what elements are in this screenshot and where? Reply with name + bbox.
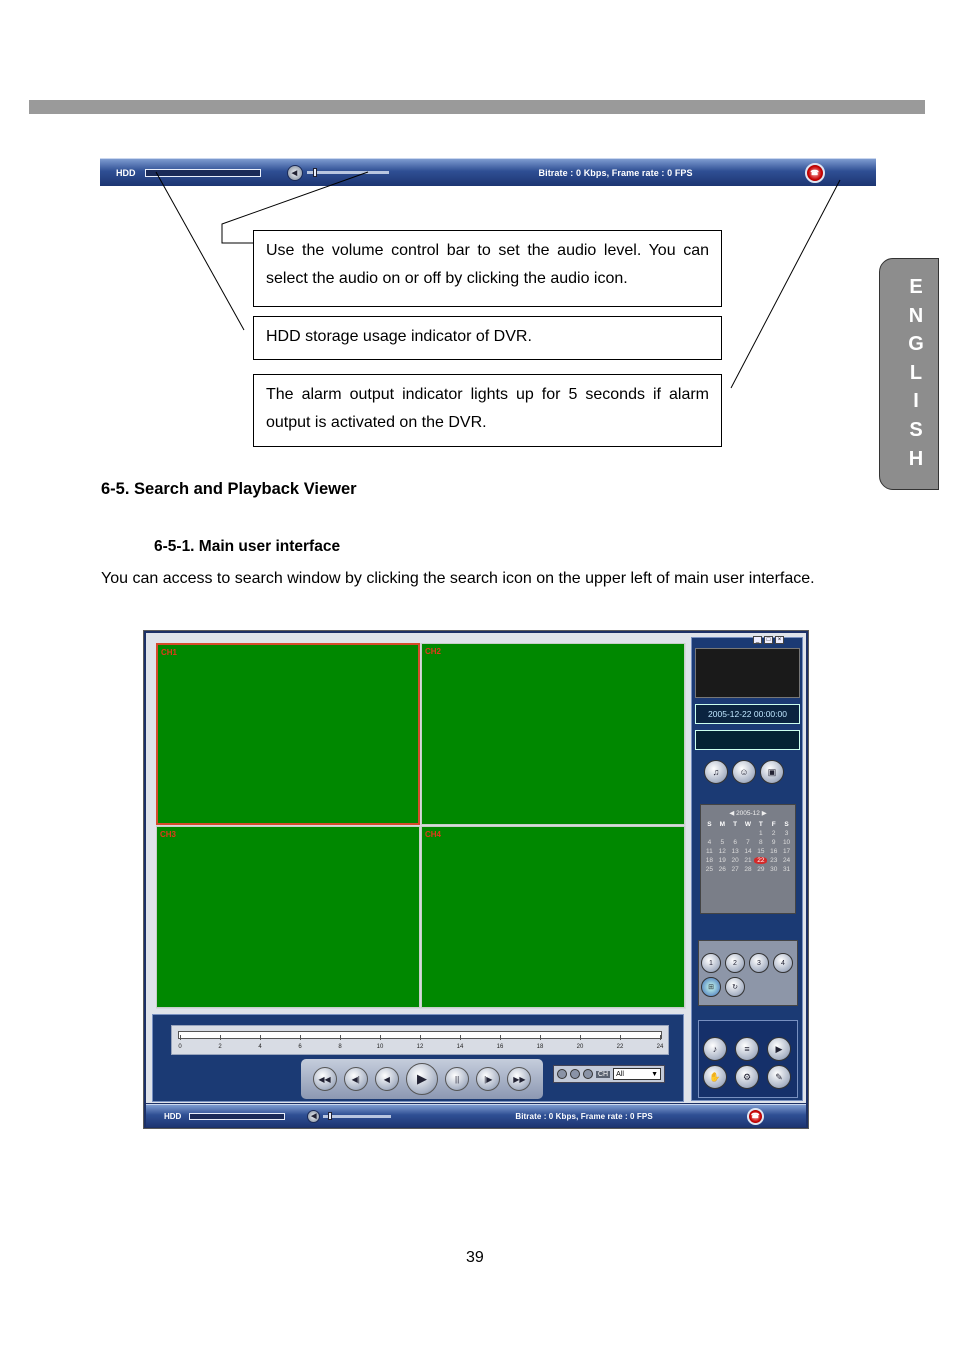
tab-letter: L	[909, 361, 923, 384]
callout-hdd: HDD storage usage indicator of DVR.	[253, 316, 722, 360]
tool-buttons	[704, 760, 784, 784]
callout-alarm: The alarm output indicator lights up for 5 seconds if alarm output is activated on the DVR.	[253, 374, 722, 447]
tab-letter: G	[908, 333, 924, 356]
calendar-day[interactable]: 26	[718, 866, 726, 873]
channel-label: CH1	[161, 648, 178, 657]
timeline-tick	[380, 1035, 381, 1040]
body-paragraph: You can access to search window by clicking the search icon on the upper left of main user interface.	[101, 570, 815, 587]
info-display	[695, 730, 800, 750]
hdd-usage-bar	[189, 1113, 285, 1120]
lock-icon[interactable]: ▣	[760, 760, 784, 784]
preview-screen	[695, 648, 800, 698]
calendar-day[interactable]: 18	[705, 857, 714, 864]
prev-icon[interactable]	[557, 1069, 567, 1079]
print-icon[interactable]: ✎	[767, 1065, 791, 1089]
hdd-label: HDD	[116, 167, 136, 178]
side-panel	[691, 637, 803, 1101]
settings-icon[interactable]: ⚙	[735, 1065, 759, 1089]
calendar-day[interactable]: 3	[784, 830, 789, 837]
calendar-day[interactable]: 13	[731, 848, 739, 855]
bitrate-readout: Bitrate : 0 Kbps, Frame rate : 0 FPS	[538, 167, 693, 178]
tab-letter: I	[913, 390, 919, 413]
subsection-heading: 6-5-1. Main user interface	[154, 538, 341, 555]
channel-label: CH3	[160, 830, 177, 839]
calendar-day[interactable]: 1	[759, 830, 763, 837]
alarm-indicator-icon: ☎	[805, 163, 825, 183]
record-icon[interactable]: ▶	[767, 1037, 791, 1061]
playback-controls	[301, 1059, 543, 1099]
next-icon[interactable]	[583, 1069, 593, 1079]
calendar-grid	[703, 821, 793, 873]
reverse-play-button[interactable]: ◀	[375, 1067, 399, 1091]
video-cell-ch4[interactable]	[421, 826, 685, 1008]
datetime-display: 2005-12-22 00:00:00	[695, 704, 800, 724]
volume-knob[interactable]	[328, 1112, 332, 1120]
audio-icon[interactable]: ◀	[287, 165, 303, 181]
fast-rewind-button[interactable]: ◀◀	[313, 1067, 337, 1091]
page-number: 39	[466, 1249, 484, 1266]
function-button-panel	[698, 1020, 798, 1098]
calendar-day[interactable]: 7	[746, 839, 750, 846]
callout-volume: Use the volume control bar to set the audio level. You can select the audio on or off by clicking the audio icon.	[253, 230, 722, 307]
channel-button-1[interactable]: 1	[701, 953, 721, 973]
step-back-button[interactable]: ◀|	[344, 1067, 368, 1091]
calendar-day[interactable]: 22	[754, 857, 767, 864]
step-forward-button[interactable]: |▶	[476, 1067, 500, 1091]
minimize-button[interactable]: _	[753, 636, 762, 644]
viewer-frame	[146, 633, 806, 1103]
calendar-day[interactable]: 14	[744, 848, 752, 855]
alarm-indicator-icon: ☎	[747, 1108, 764, 1125]
calendar-day[interactable]: 6	[733, 839, 737, 846]
search-icon[interactable]: ♪	[703, 1037, 727, 1061]
timeline-tick-label: 2	[218, 1044, 222, 1050]
calendar-day[interactable]: 4	[707, 839, 712, 846]
timeline-tick-label: 4	[258, 1044, 262, 1050]
viewer-status-strip	[146, 1104, 806, 1127]
video-grid	[156, 643, 686, 1009]
calendar-weekday: F	[771, 821, 776, 828]
timeline-tick-label: 8	[338, 1044, 342, 1050]
calendar-day[interactable]: 5	[720, 839, 725, 846]
window-controls	[753, 636, 784, 644]
timeline-panel	[152, 1014, 684, 1102]
pause-button[interactable]: ||	[445, 1067, 469, 1091]
calendar-day	[716, 830, 729, 837]
calendar-weekday: M	[719, 821, 725, 828]
timeline-tick-label: 12	[416, 1044, 424, 1050]
channel-selector	[553, 1065, 665, 1083]
calendar-month: 2005-12	[736, 810, 760, 817]
calendar-day[interactable]: 16	[770, 848, 778, 855]
channel-dropdown-value: All	[616, 1070, 624, 1078]
channel-button-2[interactable]: 2	[725, 953, 745, 973]
calendar-header: ◀ 2005-12 ▶	[729, 810, 767, 817]
calendar-day[interactable]: 11	[706, 848, 713, 855]
timeline-tick-label: 16	[496, 1044, 504, 1050]
timeline-ruler[interactable]	[171, 1025, 669, 1055]
calendar-day[interactable]: 19	[718, 857, 726, 864]
video-cell-ch2[interactable]	[421, 643, 685, 825]
cycle-view-icon[interactable]: ↻	[725, 977, 745, 997]
user-icon[interactable]: ☺	[732, 760, 756, 784]
volume-slider[interactable]	[323, 1115, 391, 1118]
calendar-day[interactable]: 21	[744, 857, 752, 864]
sync-icon[interactable]	[570, 1069, 580, 1079]
calendar-weekday: S	[784, 821, 789, 828]
calendar-day	[729, 830, 742, 837]
calendar-day	[703, 830, 716, 837]
calendar-day[interactable]: 15	[757, 848, 765, 855]
channel-button-4[interactable]: 4	[773, 953, 793, 973]
calendar-day[interactable]: 28	[744, 866, 752, 873]
timeline-tick	[500, 1035, 501, 1040]
calendar-weekday: S	[707, 821, 712, 828]
calendar-day[interactable]: 25	[705, 866, 714, 873]
video-cell-ch1[interactable]	[156, 643, 420, 825]
channel-button-panel	[698, 940, 798, 1006]
play-button[interactable]: ▶	[406, 1063, 438, 1095]
audio-wave-icon[interactable]: ♫	[704, 760, 728, 784]
calendar-day[interactable]: 8	[759, 839, 763, 846]
quad-view-icon[interactable]: ⊞	[701, 977, 721, 997]
calendar-day[interactable]: 23	[770, 857, 778, 864]
timeline-tick	[540, 1035, 541, 1040]
timeline-tick	[580, 1035, 581, 1040]
maximize-button[interactable]: □	[764, 636, 773, 644]
calendar-day[interactable]: 9	[771, 839, 776, 846]
ch-label: CH	[598, 1070, 609, 1078]
close-button[interactable]: ×	[775, 636, 784, 644]
capture-icon[interactable]: ✋	[703, 1065, 727, 1089]
chevron-down-icon: ▼	[651, 1070, 658, 1078]
tab-letter: S	[909, 418, 923, 441]
calendar-day[interactable]: 20	[731, 857, 739, 864]
calendar-day[interactable]: 31	[782, 866, 791, 873]
calendar	[700, 804, 796, 914]
timeline-tick-label: 20	[576, 1044, 584, 1050]
channel-label: CH2	[425, 647, 442, 656]
calendar-day[interactable]: 17	[782, 848, 791, 855]
timeline-tick	[180, 1035, 181, 1040]
calendar-weekday: T	[758, 821, 763, 828]
calendar-day[interactable]: 12	[718, 848, 726, 855]
channel-button-3[interactable]: 3	[749, 953, 769, 973]
timeline-tick	[460, 1035, 461, 1040]
fast-forward-button[interactable]: ▶▶	[507, 1067, 531, 1091]
tab-letter: E	[909, 276, 923, 298]
video-cell-ch3[interactable]	[156, 826, 420, 1008]
timeline-tick-label: 6	[298, 1044, 302, 1050]
calendar-day[interactable]: 24	[782, 857, 791, 864]
list-icon[interactable]: ≡	[735, 1037, 759, 1061]
timeline-tick	[220, 1035, 221, 1040]
hdd-label: HDD	[164, 1111, 182, 1121]
calendar-day[interactable]: 30	[770, 866, 778, 873]
timeline-tick-label: 10	[376, 1044, 384, 1050]
timeline-tick	[260, 1035, 261, 1040]
calendar-day[interactable]: 2	[771, 830, 776, 837]
language-tab	[879, 258, 939, 490]
calendar-weekday: T	[733, 821, 738, 828]
timeline-tick	[340, 1035, 341, 1040]
timeline-tick-label: 14	[456, 1044, 464, 1050]
channel-dropdown[interactable]	[613, 1068, 661, 1080]
timeline-tick	[660, 1035, 661, 1040]
timeline-tick-label: 22	[616, 1044, 624, 1050]
calendar-weekday: W	[744, 821, 752, 828]
channel-label: CH4	[425, 830, 442, 839]
section-heading: 6-5. Search and Playback Viewer	[101, 480, 357, 498]
tab-letter: N	[908, 304, 924, 327]
timeline-tick-label: 18	[536, 1044, 544, 1050]
timeline-tick	[420, 1035, 421, 1040]
calendar-day[interactable]: 27	[731, 866, 739, 873]
timeline-tick-label: 24	[656, 1044, 664, 1050]
audio-icon[interactable]: ◀	[307, 1110, 320, 1123]
timeline-tick	[620, 1035, 621, 1040]
viewer-window	[143, 630, 809, 1129]
timeline-tick	[300, 1035, 301, 1040]
calendar-day[interactable]: 29	[757, 866, 765, 873]
timeline-tick-label: 0	[178, 1044, 182, 1050]
bitrate-readout: Bitrate : 0 Kbps, Frame rate : 0 FPS	[515, 1111, 653, 1121]
calendar-day	[742, 830, 755, 837]
calendar-day[interactable]: 10	[782, 839, 791, 846]
tab-letter: H	[908, 447, 924, 470]
